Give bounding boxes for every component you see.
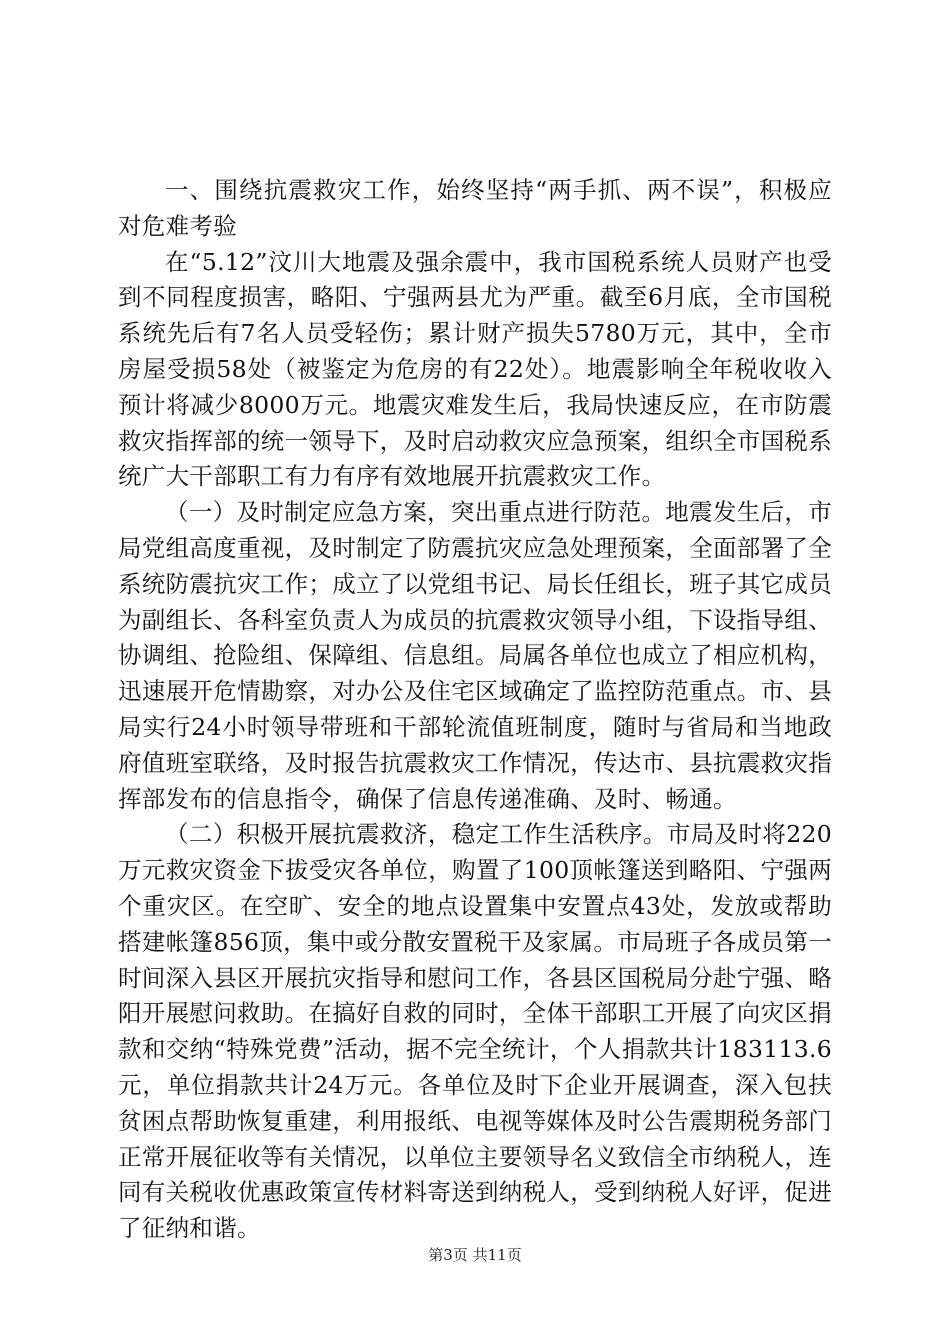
page-number-footer: 第3页 共11页: [428, 1246, 522, 1264]
paragraph-relief-work: （二）积极开展抗震救济，稳定工作生活秩序。市局及时将220万元救灾资金下拔受灾各单位，购置了100顶帐篷送到略阳、宁强两个重灾区。在空旷、安全的地点设置集中安置点43处，发放或帮助搭建帐篷856顶，集中或分散安置税干及家属。市局班子各成员第一时间深入县区开展抗灾指导和慰问工作，各县区国税局分赴宁强、略阳开展慰问救助。在搞好自救的同时，全体干部职工开展了向灾区捐款和交纳“特殊党费”活动，据不完全统计，个人捐款共计183113.6元，单位捐款共计24万元。各单位及时下企业开展调查，深入包扶贫困点帮助恢复重建，利用报纸、电视等媒体及时公告震期税务部门正常开展征收等有关情况，以单位主要领导名义致信全市纳税人，连同有关税收优惠政策宣传材料寄送到纳税人，受到纳税人好评，促进了征纳和谐。: [118, 820, 832, 1243]
paragraph-emergency-plan: （一）及时制定应急方案，突出重点进行防范。地震发生后，市局党组高度重视，及时制定了防震抗灾应急处理预案，全面部署了全系统防震抗灾工作；成立了以党组书记、局长任组长，班子其它成员为副组长、各科室负责人为成员的抗震救灾领导小组，下设指导组、协调组、抢险组、保障组、信息组。局属各单位也成立了相应机构，迅速展开危情勘察，对办公及住宅区域确定了监控防范重点。市、县局实行24小时领导带班和干部轮流值班制度，随时与省局和当地政府值班室联络，及时报告抗震救灾工作情况，传达市、县抗震救灾指挥部发布的信息指令，确保了信息传递准确、及时、畅通。: [118, 498, 832, 813]
paragraph-earthquake-impact: 在“5.12”汶川大地震及强余震中，我市国税系统人员财产也受到不同程度损害，略阳、宁强两县尤为严重。截至6月底，全市国税系统先后有7名人员受轻伤；累计财产损失5780万元，其中，全市房屋受损58处（被鉴定为危房的有22处）。地震影响全年税收收入预计将减少8000万元。地震灾难发生后，我局快速反应，在市防震救灾指挥部的统一领导下，及时启动救灾应急预案，组织全市国税系统广大干部职工有力有序有效地展开抗震救灾工作。: [118, 247, 832, 491]
section-heading: 一、围绕抗震救灾工作，始终坚持“两手抓、两不误”，积极应对危难考验: [118, 176, 832, 240]
document-body: [118, 173, 832, 1247]
